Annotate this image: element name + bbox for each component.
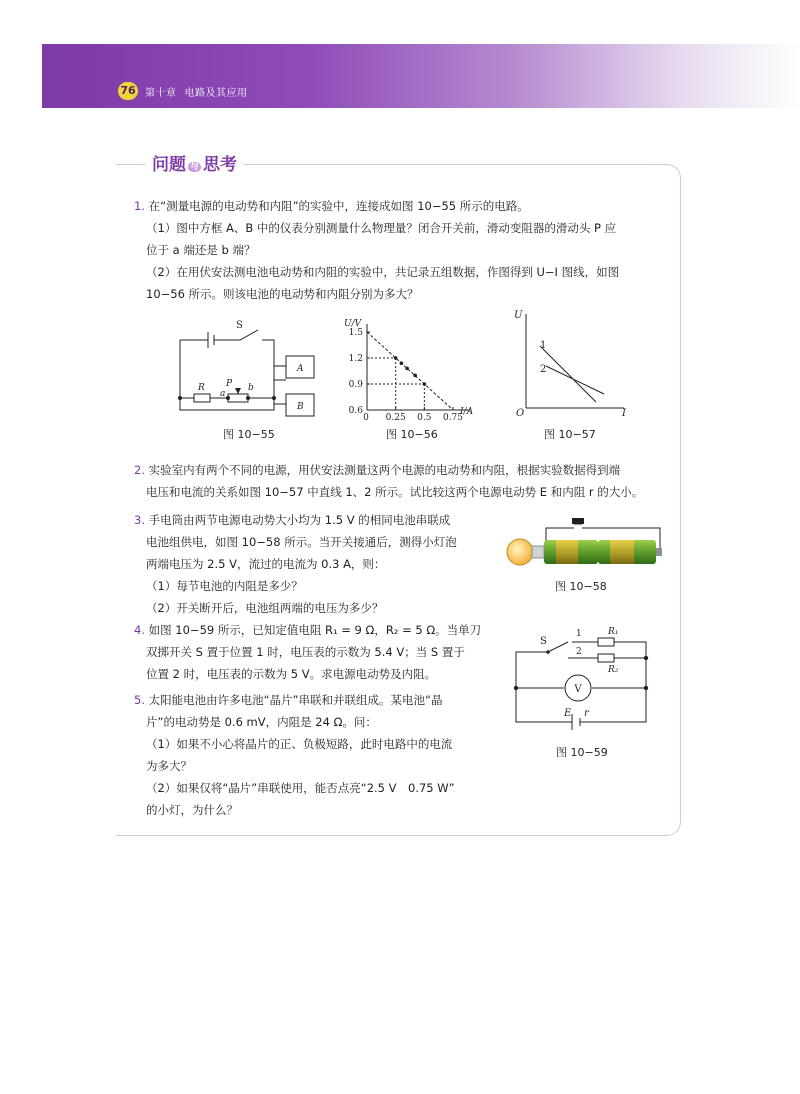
line-1-label: 1 [540,340,547,351]
internal-r-label: r [584,708,589,719]
y-tick-label: 1.2 [348,354,363,364]
question-4 [134,620,481,640]
x-tick-label: 0.5 [417,413,432,423]
question-text: 如图 10−59 所示，已知定值电阻 R₁ = 9 Ω，R₂ = 5 Ω。当单刀 [148,623,482,637]
q5-l3: （1）如果不小心将晶片的正、负极短路，此时电路中的电流 [146,737,453,751]
q1-sub2b: 10−56 所示。则该电池的电动势和内阻分别为多大？ [146,287,419,301]
label-b: b [248,383,254,393]
label-r: R [198,383,205,393]
page-number-badge: 76 [118,82,138,100]
section-title-small: 与 [190,161,200,172]
x-tick-label: 0.25 [385,413,406,423]
data-point [405,367,409,371]
question-number: 1. [134,199,145,213]
fit-line [367,332,453,410]
question-3 [134,510,450,530]
question-number: 2. [134,463,145,477]
pos-1-label: 1 [576,629,582,639]
line-1 [540,346,596,402]
question-text: 手电筒由两节电源电动势大小均为 1.5 V 的相同电池串联成 [148,513,451,527]
q3-l5: （2）开关断开后，电池组两端的电压为多少？ [146,601,384,615]
question-text: 太阳能电池由许多电池“晶片”串联和并联组成。某电池“晶 [148,693,443,707]
emf-label: E [564,708,572,719]
data-point [394,356,398,360]
caption-10-56: 图 10−56 [386,428,438,441]
question-text: 在“测量电源的电动势和内阻”的实验中，连接成如图 10−55 所示的电路。 [148,199,529,213]
line-2 [546,366,604,394]
question-1 [134,196,529,216]
question-number: 5. [134,693,145,707]
figure-10-56-chart [340,318,480,423]
pos-2-label: 2 [576,647,582,657]
caption-10-55: 图 10−55 [223,428,275,441]
q3-l3: 两端电压为 2.5 V，流过的电流为 0.3 A，则： [146,557,386,571]
box-a-label: A [297,364,304,374]
figure-10-55 [170,318,330,418]
chapter-number: 第十章 [145,88,177,99]
q5-l5: （2）如果仅将“晶片”串联使用，能否点亮“2.5 V 0.75 W” [146,781,455,795]
y-tick-label: 0.6 [348,406,363,416]
x-axis-label: I/A [460,407,474,417]
line-2-label: 2 [540,364,547,375]
y-axis-label: U/V [344,319,362,329]
question-2 [134,460,620,480]
caption-10-59: 图 10−59 [556,746,608,759]
label-s: S [236,320,243,331]
caption-10-58: 图 10−58 [555,580,607,593]
q4-l2: 双掷开关 S 置于位置 1 时，电压表的示数为 5.4 V；当 S 置于 [146,645,465,659]
q3-l2: 电池组供电，如图 10−58 所示。当开关接通后，测得小灯泡 [146,535,457,549]
y-tick-label: 1.5 [348,328,363,338]
question-number: 4. [134,623,145,637]
data-point [423,382,427,386]
label-a: a [220,389,226,399]
data-point [413,374,417,378]
switch [572,518,584,524]
figure-10-57 [512,310,632,419]
x-tick-label: 0.75 [442,413,464,423]
label-p: P [226,379,233,389]
r1-label: R₁ [608,627,619,637]
q5-l2: 片”的电动势是 0.6 mV，内阻是 24 Ω。问： [146,715,377,729]
q4-l3: 位置 2 时，电压表的示数为 5 V。求电源电动势及内阻。 [146,667,437,681]
figure-10-58-flashlight [500,514,670,576]
q5-l4: 为多大？ [146,759,192,773]
q1-sub1: （1）图中方框 A、B 中的仪表分别测量什么物理量？闭合开关前，滑动变阻器的滑动头 P 应 [146,221,617,235]
chapter-title [145,84,256,99]
data-point [400,361,404,365]
r2-label: R₂ [608,665,619,675]
question-text: 实验室内有两个不同的电源，用伏安法测量这两个电源的电动势和内阻，根据实验数据得到端 [148,463,621,477]
y-tick-label: 0.9 [348,380,363,390]
bulb [507,539,533,565]
section-title [146,150,243,175]
question-number: 3. [134,513,145,527]
q2-text2: 电压和电流的关系如图 10−57 中直线 1、2 所示。试比较这两个电源电动势 E 和内阻 r 的大小。 [146,485,644,499]
origin-label: 0 [363,413,369,423]
question-5 [134,690,443,710]
box-title-line [116,164,144,165]
voltmeter-label: V [574,684,582,695]
o-label: O [516,408,525,419]
q1-sub1b: 位于 a 端还是 b 端？ [146,243,256,257]
figure-10-59 [510,622,650,732]
box-b-label: B [297,402,304,412]
q1-sub2: （2）在用伏安法测电池电动势和内阻的实验中，共记录五组数据，作图得到 U−I 图线，如图 [146,265,620,279]
u-label: U [514,310,523,321]
chapter-name: 电路及其应用 [184,88,248,99]
q5-l6: 的小灯，为什么？ [146,803,238,817]
section-title-a: 问题 [152,155,186,175]
switch-label: S [540,636,547,647]
caption-10-57: 图 10−57 [544,428,596,441]
q3-l4: （1）每节电池的内阻是多少？ [146,579,303,593]
i-label: I [622,408,626,419]
section-title-b: 思考 [203,155,238,175]
